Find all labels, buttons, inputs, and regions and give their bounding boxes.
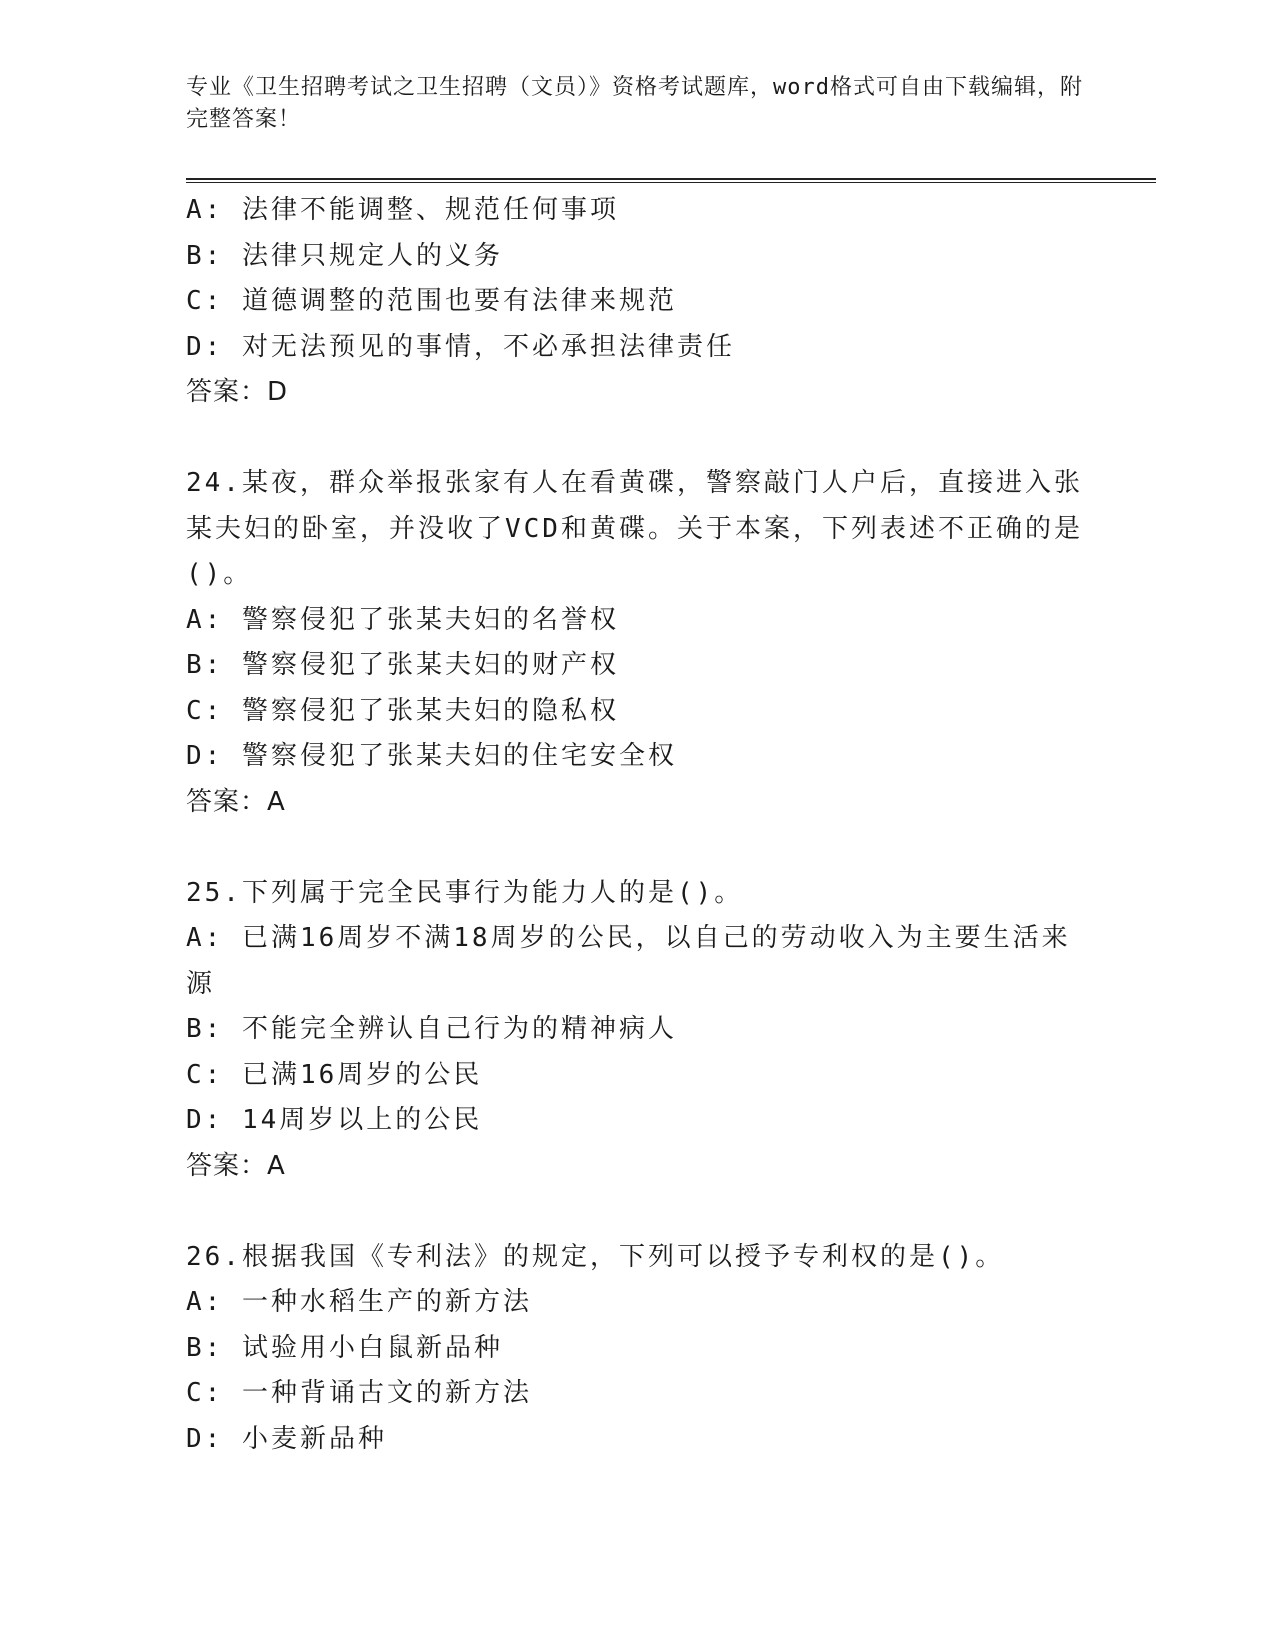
document-header: 专业《卫生招聘考试之卫生招聘（文员）》资格考试题库，word格式可自由下载编辑，附完整答案！ <box>186 75 1083 132</box>
question-block-23 <box>186 188 1086 416</box>
option-d: D: 小麦新品种 <box>186 1423 387 1454</box>
header-divider <box>186 178 1156 183</box>
option-d: D: 警察侵犯了张某夫妇的住宅安全权 <box>186 741 677 771</box>
answer-line: 答案：D <box>186 377 289 407</box>
question-list <box>186 188 1086 1462</box>
question-block-26 <box>186 1235 1086 1463</box>
spacer <box>186 1189 1086 1235</box>
option-b: B: 试验用小白鼠新品种 <box>186 1332 503 1363</box>
question-stem: 25.下列属于完全民事行为能力人的是()。 <box>186 877 744 908</box>
option-a: A: 一种水稻生产的新方法 <box>186 1287 532 1317</box>
option-c: C: 警察侵犯了张某夫妇的隐私权 <box>186 695 619 726</box>
answer-line: 答案：A <box>186 1150 286 1181</box>
option-b: B: 法律只规定人的义务 <box>186 240 503 271</box>
question-block-25 <box>186 871 1086 1190</box>
option-d: D: 对无法预见的事情，不必承担法律责任 <box>186 331 735 362</box>
option-a: A: 法律不能调整、规范任何事项 <box>186 195 619 225</box>
option-c: C: 已满16周岁的公民 <box>186 1059 483 1090</box>
spacer <box>186 825 1086 871</box>
answer-line: 答案：A <box>186 786 286 817</box>
option-b: B: 警察侵犯了张某夫妇的财产权 <box>186 650 619 680</box>
option-a: A: 已满16周岁不满18周岁的公民，以自己的劳动收入为主要生活来源 <box>186 923 1071 999</box>
option-d: D: 14周岁以上的公民 <box>186 1105 483 1135</box>
spacer <box>186 416 1086 462</box>
option-b: B: 不能完全辨认自己行为的精神病人 <box>186 1014 677 1044</box>
question-stem: 26.根据我国《专利法》的规定，下列可以授予专利权的是()。 <box>186 1241 1005 1272</box>
question-block-24 <box>186 461 1086 825</box>
question-stem: 24.某夜，群众举报张家有人在看黄碟，警察敲门人户后，直接进入张某夫妇的卧室，并没收了VCD和黄碟。关于本案，下列表述不正确的是()。 <box>186 468 1083 589</box>
option-c: C: 一种背诵古文的新方法 <box>186 1378 532 1408</box>
option-c: C: 道德调整的范围也要有法律来规范 <box>186 286 677 316</box>
option-a: A: 警察侵犯了张某夫妇的名誉权 <box>186 604 619 635</box>
